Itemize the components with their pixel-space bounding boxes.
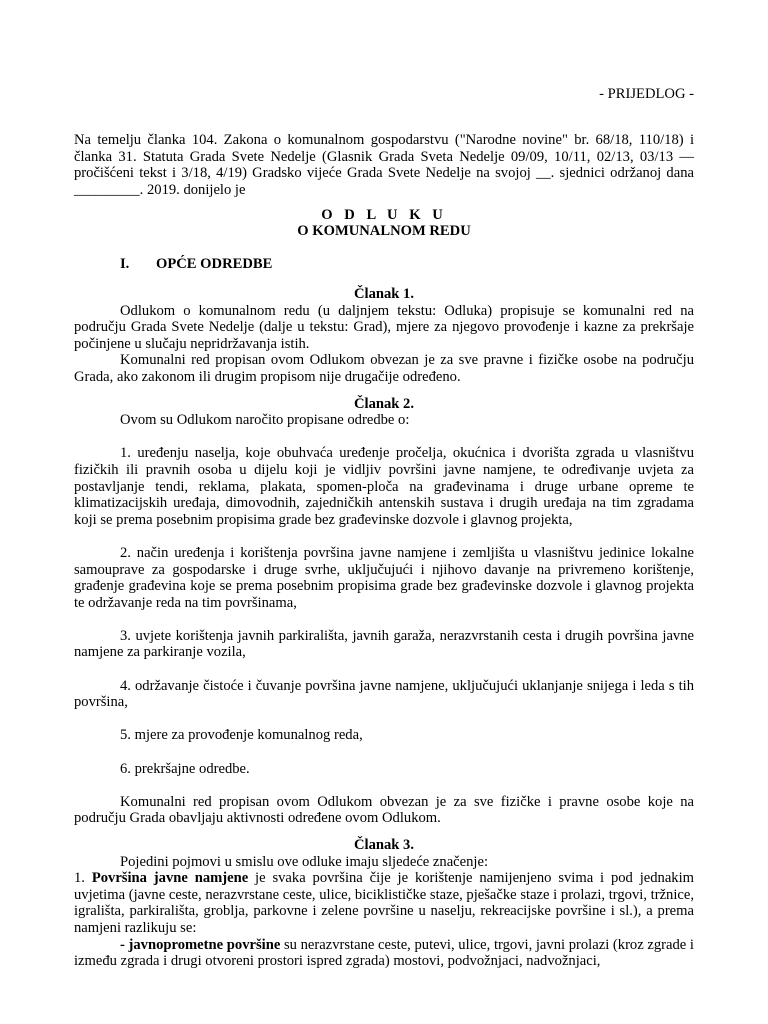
section-heading xyxy=(120,256,272,273)
article-2-intro: Ovom su Odlukom naročito propisane odredbe o: xyxy=(120,412,410,429)
article-3-definition xyxy=(74,870,694,936)
article-2-item: 3. uvjete korištenja javnih parkirališta, javnih garaža, nerazvrstanih cesta i drugih površina javne namjene za parkiranje vozila, xyxy=(74,627,694,661)
article-1-heading: Članak 1. xyxy=(353,286,414,302)
section-label: OPĆE ODREDBE xyxy=(156,256,273,272)
article-2-heading: Članak 2. xyxy=(353,395,414,412)
definition-text: je svaka površina čije je korištenje namijenjeno svima i pod jednakim uvjetima (javne ceste, nerazvrstane ceste, ulice, biciklističke staze, pješačke staze i prolazi, trgovi, tržnice, igrališta, parkirališta, groblja, parkovne i zelene površine u naselju, rekreacijske površine i sl.), a prema namjeni razlikuju se: xyxy=(74,870,695,936)
definition-term: Površina javne namjene xyxy=(91,870,249,887)
article-3-heading: Članak 3. xyxy=(353,837,414,853)
article-2-closing: Komunalni red propisan ovom Odlukom obvezan je za sve fizičke i pravne osobe koje na području Grada obavljaju aktivnosti određene ovom Odlukom. xyxy=(74,793,694,827)
document-subtitle: O KOMUNALNOM REDU xyxy=(297,223,471,239)
article-2-item: 2. način uređenja i korištenja površina javne namjene i zemljišta u vlasništvu jedinice lokalne samouprave za gospodarske i druge svrhe, uključujući i njihovo davanje na privremeno korištenje, građenje građevina koje se prema posebnim propisima grade bez građevinske dozvole i glavnog projekta te održavanje reda na tim površinama, xyxy=(74,544,694,611)
subdefinition-text: su nerazvrstane ceste, putevi, ulice, trgovi, javni prolazi (kroz zgrade i između zgrada i drugi otvoreni prostori ispred zgrada) mostovi, podvožnjaci, nadvožnjaci, xyxy=(74,936,694,970)
draft-label: - PRIJEDLOG - xyxy=(599,86,694,102)
article-3-intro: Pojedini pojmovi u smislu ove odluke imaju sljedeće značenje: xyxy=(120,853,489,870)
section-number: I. xyxy=(120,256,130,272)
article-2-item: 6. prekršajne odredbe. xyxy=(120,760,250,777)
document-body xyxy=(74,286,694,970)
article-2-item: 5. mjere za provođenje komunalnog reda, xyxy=(120,727,363,744)
article-3-subdefinition xyxy=(74,937,694,970)
article-2-item: 1. uređenju naselja, koje obuhvaća uređenje pročelja, okućnica i dvorišta zgrada u vlasništvu fizičkih ili pravnih osoba u dijelu koji je vidljiv površini javne namjene, te određivanje uvjeta za postavljanje tendi, reklama, plakata, spomen-ploča na građevinama i druge urbane opreme te klimatizacijskih uređaja, dimovodnih, zajedničkih antenskih sustava i drugih uređaja na tim zgradama koji se prema posebnim propisima grade bez građevinske dozvole i glavnog projekta, xyxy=(74,445,694,528)
document-title: O D L U K U xyxy=(321,207,447,223)
preamble xyxy=(74,132,694,198)
preamble-text: Na temelju članka 104. Zakona o komunalnom gospodarstvu ("Narodne novine" br. 68/18, 110/18) i članka 31. Statuta Grada Svete Nedelje (Glasnik Grada Sveta Nedelje 09/09, 10/11, 02/13, 03/13 — pročišćeni tekst i 3/18, 4/19) Gradsko vijeće Grada Svete Nedelje na svojoj __. sjednici održanoj dana _________. 2019. donijelo je xyxy=(74,132,694,198)
definition-number: 1. xyxy=(74,870,92,887)
article-1-paragraph: Odlukom o komunalnom redu (u daljnjem tekstu: Odluka) propisuje se komunalni red na području Grada Svete Nedelje (dalje u tekstu: Grad), mjere za njegovo provođenje i kazne za prekršaje počinjene u slučaju nepridržavanja istih. xyxy=(74,302,694,352)
article-2-item: 4. održavanje čistoće i čuvanje površina javne namjene, uključujući uklanjanje snijega i leda s tih površina, xyxy=(74,677,694,711)
article-1-paragraph: Komunalni red propisan ovom Odlukom obvezan je za sve pravne i fizičke osobe na području Grada, ako zakonom ili drugim propisom nije drugačije određeno. xyxy=(74,352,694,385)
subdefinition-term: - javnoprometne površine xyxy=(120,936,281,953)
